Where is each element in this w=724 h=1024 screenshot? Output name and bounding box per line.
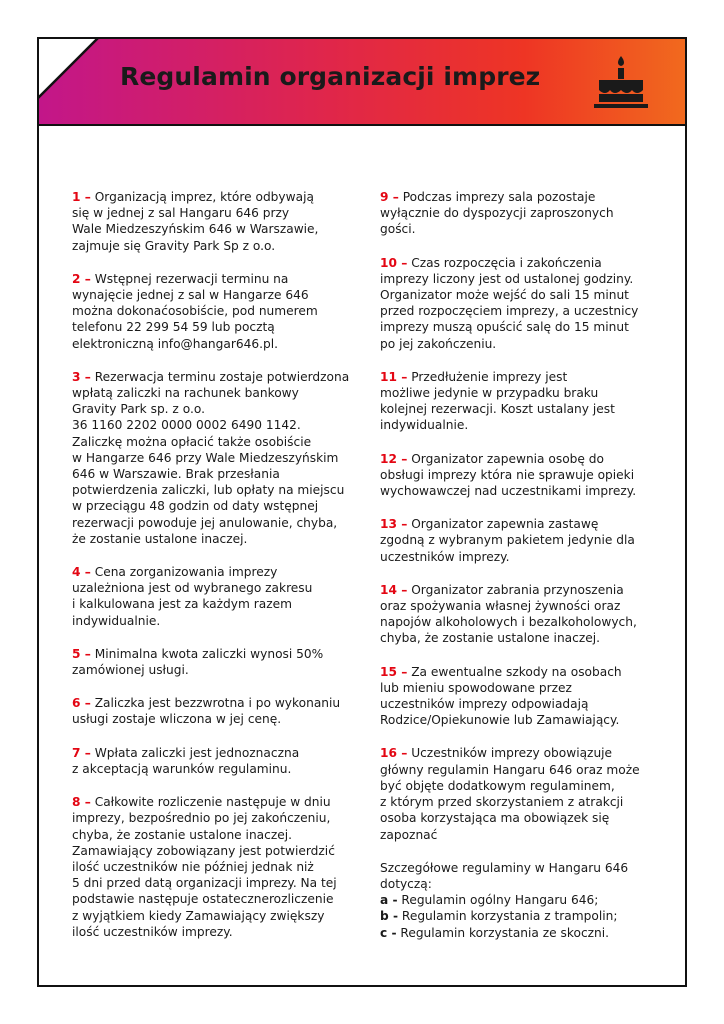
rule-item — [380, 255, 680, 352]
rule-item — [72, 369, 372, 547]
rule-item — [380, 516, 680, 565]
rule-item — [72, 745, 372, 777]
rule-text: Organizacją imprez, które odbywają się w jednej z sal Hangaru 646 przy Wale Miedzeszyńskim 646 w Warszawie, zajmuje się Gravity Park Sp z o.o. — [72, 190, 319, 253]
rule-item — [380, 745, 680, 842]
rule-text: Wpłata zaliczki jest jednoznaczna z akceptacją warunków regulaminu. — [72, 745, 300, 776]
list-text: Regulamin korzystania z trampolin; — [401, 909, 618, 924]
list-text: Regulamin korzystania ze skoczni. — [400, 925, 610, 940]
rule-number: 13 – — [380, 517, 408, 532]
detailed-regulations-list — [380, 892, 680, 941]
rules-column-right — [380, 189, 680, 941]
rule-item — [72, 794, 372, 940]
rule-item — [72, 564, 372, 629]
rule-text: Uczestników imprezy obowiązuje główny regulamin Hangaru 646 oraz może być objęte dodatkowym regulaminem, z którym przed skorzystaniem z atrakcji osoba korzystająca ma obowiązek się zapoznać — [380, 746, 640, 842]
rule-number: 6 – — [72, 696, 91, 711]
rule-text: Minimalna kwota zaliczki wynosi 50% zamówionej usługi. — [72, 646, 324, 678]
list-letter: c - — [380, 925, 397, 940]
rule-number: 3 – — [72, 369, 91, 384]
rule-number: 12 – — [380, 451, 408, 466]
rule-number: 15 – — [380, 664, 408, 679]
rule-text: Podczas imprezy sala pozostaje wyłącznie do dyspozycji zaproszonych gości. — [380, 190, 614, 237]
list-item — [380, 908, 680, 924]
list-item — [380, 892, 680, 908]
rule-item — [380, 189, 680, 238]
rule-number: 9 – — [380, 190, 399, 204]
rule-text: Zaliczka jest bezzwrotna i po wykonaniu usługi zostaje wliczona w jej cenę. — [72, 696, 341, 727]
list-item — [380, 925, 680, 941]
rule-item — [380, 369, 680, 434]
rule-number: 16 – — [380, 746, 408, 761]
rule-text: Organizator zapewnia zastawę zgodną z wybranym pakietem jedynie dla uczestników imprezy. — [380, 517, 635, 564]
rule-number: 5 – — [72, 646, 91, 661]
rule-number: 11 – — [380, 369, 408, 384]
rule-number: 4 – — [72, 565, 91, 580]
rule-item — [72, 695, 372, 727]
rule-text: Cena zorganizowania imprezy uzależniona jest od wybranego zakresu i kalkulowana jest za każdym razem indywidualnie. — [72, 565, 313, 628]
rule-text: Wstępnej rezerwacji terminu na wynajęcie jednej z sal w Hangarze 646 można dokonaćosobiście, pod numerem telefonu 22 299 54 59 lub pocztą elektroniczną info@hangar646.pl. — [72, 271, 318, 351]
rule-text: Organizator zapewnia osobę do obsługi imprezy która nie sprawuje opieki wychowawczej nad uczestnikami imprezy. — [380, 451, 637, 499]
rule-number: 2 – — [72, 271, 91, 286]
rule-item — [72, 271, 372, 352]
rule-item — [380, 451, 680, 500]
list-letter: a - — [380, 893, 398, 908]
rules-column-left — [72, 189, 372, 957]
page-title: Regulamin organizacji imprez — [120, 62, 541, 91]
rule-number: 14 – — [380, 582, 408, 597]
birthday-cake-icon — [591, 54, 651, 110]
rule-text: Rezerwacja terminu zostaje potwierdzona wpłatą zaliczki na rachunek bankowy Gravity Park sp. z o.o. 36 1160 2202 0000 0002 6490 1142. Zaliczkę można opłacić także osobiście w Hangarze 646 przy Wale Miedzeszyńskim 646 w Warszawie. Brak przesłania potwierdzenia zaliczki, lub opłaty na miejscu w przeciągu 48 godzin od daty wstępnej rezerwacji powoduje jej anulowanie, chyba, że zostanie ustalone inaczej. — [72, 369, 350, 546]
rule-text: Przedłużenie imprezy jest możliwe jedynie w przypadku braku kolejnej rezerwacji. Koszt ustalany jest indywidualnie. — [380, 369, 615, 433]
list-letter: b - — [380, 909, 399, 924]
rule-number: 7 – — [72, 745, 91, 760]
rule-text: Za ewentualne szkody na osobach lub mieniu spowodowane przez uczestników imprezy odpowiadają Rodzice/Opiekunowie lub Zamawiający. — [380, 664, 622, 728]
rule-number: 10 – — [380, 255, 408, 270]
rule-item — [380, 582, 680, 647]
rule-text: Czas rozpoczęcia i zakończenia imprezy liczony jest od ustalonej godziny. Organizator może wejść do sali 15 minut przed rozpoczęciem imprezy, a uczestnicy imprezy muszą opuścić salę do 15 minut po jej zakończeniu. — [380, 255, 639, 351]
rule-number: 1 – — [72, 190, 91, 204]
list-text: Regulamin ogólny Hangaru 646; — [401, 893, 599, 908]
rule-item — [72, 189, 372, 254]
rule-text: Całkowite rozliczenie następuje w dniu imprezy, bezpośrednio po jej zakończeniu, chyba, że zostanie ustalone inaczej. Zamawiający zobowiązany jest potwierdzić ilość uczestników nie później jednak niż 5 dni przed datą organizacji imprezy. Na tej podstawie następuje ostatecznerozliczenie z wyjątkiem kiedy Zamawiający zwiększy ilość uczestników imprezy. — [72, 795, 337, 939]
detailed-regulations-intro: Szczegółowe regulaminy w Hangaru 646 dotyczą: — [380, 860, 629, 891]
rule-item — [380, 664, 680, 729]
rule-text: Organizator zabrania przynoszenia oraz spożywania własnej żywności oraz napojów alkoholowych i bezalkoholowych, chyba, że zostanie ustalone inaczej. — [380, 582, 637, 646]
rule-number: 8 – — [72, 795, 91, 810]
rule-item — [72, 646, 372, 678]
